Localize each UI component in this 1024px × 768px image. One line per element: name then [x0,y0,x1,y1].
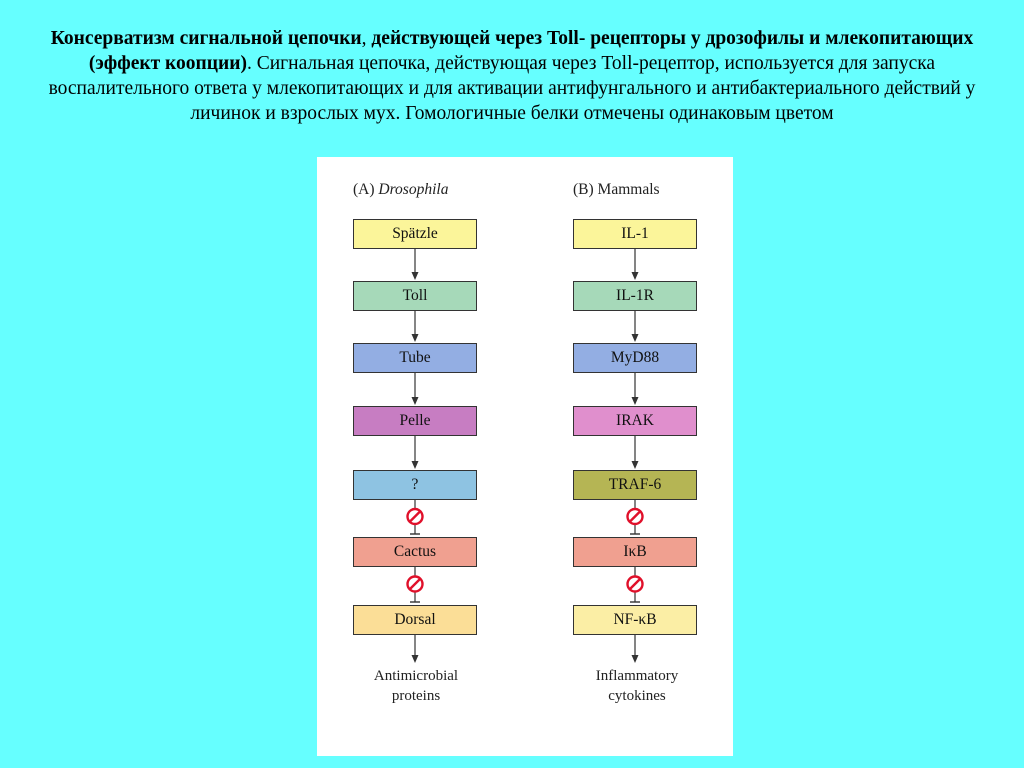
activation-link [412,373,419,405]
activation-link [412,436,419,469]
activation-link [632,311,639,342]
pathway-node-drosophila [353,343,477,373]
arrow-down-icon [632,334,639,342]
pathway-node-label: TRAF-6 [608,476,662,493]
activation-link [412,249,419,280]
pathway-node-label: MyD88 [610,349,660,366]
caption-body: . Сигнальная цепочка, действующая через Toll-рецептор, используется для запуска воспалительного ответа у млекопитающих и для активации антифунгального и антибактериального действий у личинок и взрослых мух. Гомологичные белки отмечены одинаковым цветом [48,53,976,124]
column-header-mammals [573,181,660,199]
pathway-node-label: NF-κB [613,611,657,628]
arrow-down-icon [632,655,639,663]
caption-title-part2: действующей через Toll- рецепторы у дрозофилы и млекопитающих (эффект коопции) [88,28,974,74]
slide-caption [30,26,994,126]
column-name: Mammals [597,181,660,198]
inhibition-link [628,500,643,534]
pathway-node-drosophila [353,537,477,567]
pathway-node-label: ? [411,476,419,493]
activation-link [412,311,419,342]
pathway-node-mammals [573,343,697,373]
column-header-drosophila [353,181,448,199]
arrow-down-icon [632,397,639,405]
pathway-node-drosophila [353,605,477,635]
arrow-down-icon [412,334,419,342]
outcome-drosophila [336,666,496,706]
outcome-line: Inflammatory [595,668,679,684]
arrow-down-icon [632,461,639,469]
pathway-node-label: Toll [402,287,428,304]
no-entry-icon [408,509,423,524]
no-entry-icon [408,577,423,592]
toll-pathway-figure [317,157,733,756]
pathway-node-label: IL-1R [616,287,654,304]
pathway-node-mammals [573,605,697,635]
outcome-mammals [557,666,717,706]
column-name: Drosophila [378,181,449,198]
pathway-node-drosophila [353,219,477,249]
arrow-down-icon [412,461,419,469]
pathway-node-mammals [573,470,697,500]
activation-link [632,436,639,469]
pathway-node-mammals [573,219,697,249]
pathway-node-mammals [573,281,697,311]
pathway-node-label: IκB [623,543,647,560]
inhibition-link [628,567,643,602]
no-entry-icon [628,577,643,592]
caption-comma: , [361,28,372,49]
pathway-node-drosophila [353,406,477,436]
pathway-node-drosophila [353,281,477,311]
activation-link [632,373,639,405]
pathway-node-label: Tube [399,349,431,366]
pathway-node-label: IL-1 [621,225,649,242]
arrow-down-icon [632,272,639,280]
no-entry-icon [628,509,643,524]
pathway-node-drosophila [353,470,477,500]
column-letter: (B) [573,181,594,198]
outcome-line: Antimicrobial [373,668,459,684]
arrow-down-icon [412,655,419,663]
activation-link [412,635,419,663]
column-letter: (A) [353,181,375,198]
pathway-node-mammals [573,537,697,567]
caption-title-part1: Консерватизм сигнальной цепочки [50,28,362,49]
inhibition-link [408,500,423,534]
pathway-node-mammals [573,406,697,436]
activation-link [632,635,639,663]
pathway-node-label: Pelle [399,412,431,429]
pathway-node-label: Cactus [393,543,437,560]
activation-link [632,249,639,280]
arrow-down-icon [412,397,419,405]
outcome-line: cytokines [608,688,666,704]
outcome-line: proteins [391,688,441,704]
arrow-down-icon [412,272,419,280]
inhibition-link [408,567,423,602]
pathway-node-label: Dorsal [394,611,436,628]
pathway-node-label: IRAK [616,412,654,429]
pathway-node-label: Spätzle [392,225,438,242]
